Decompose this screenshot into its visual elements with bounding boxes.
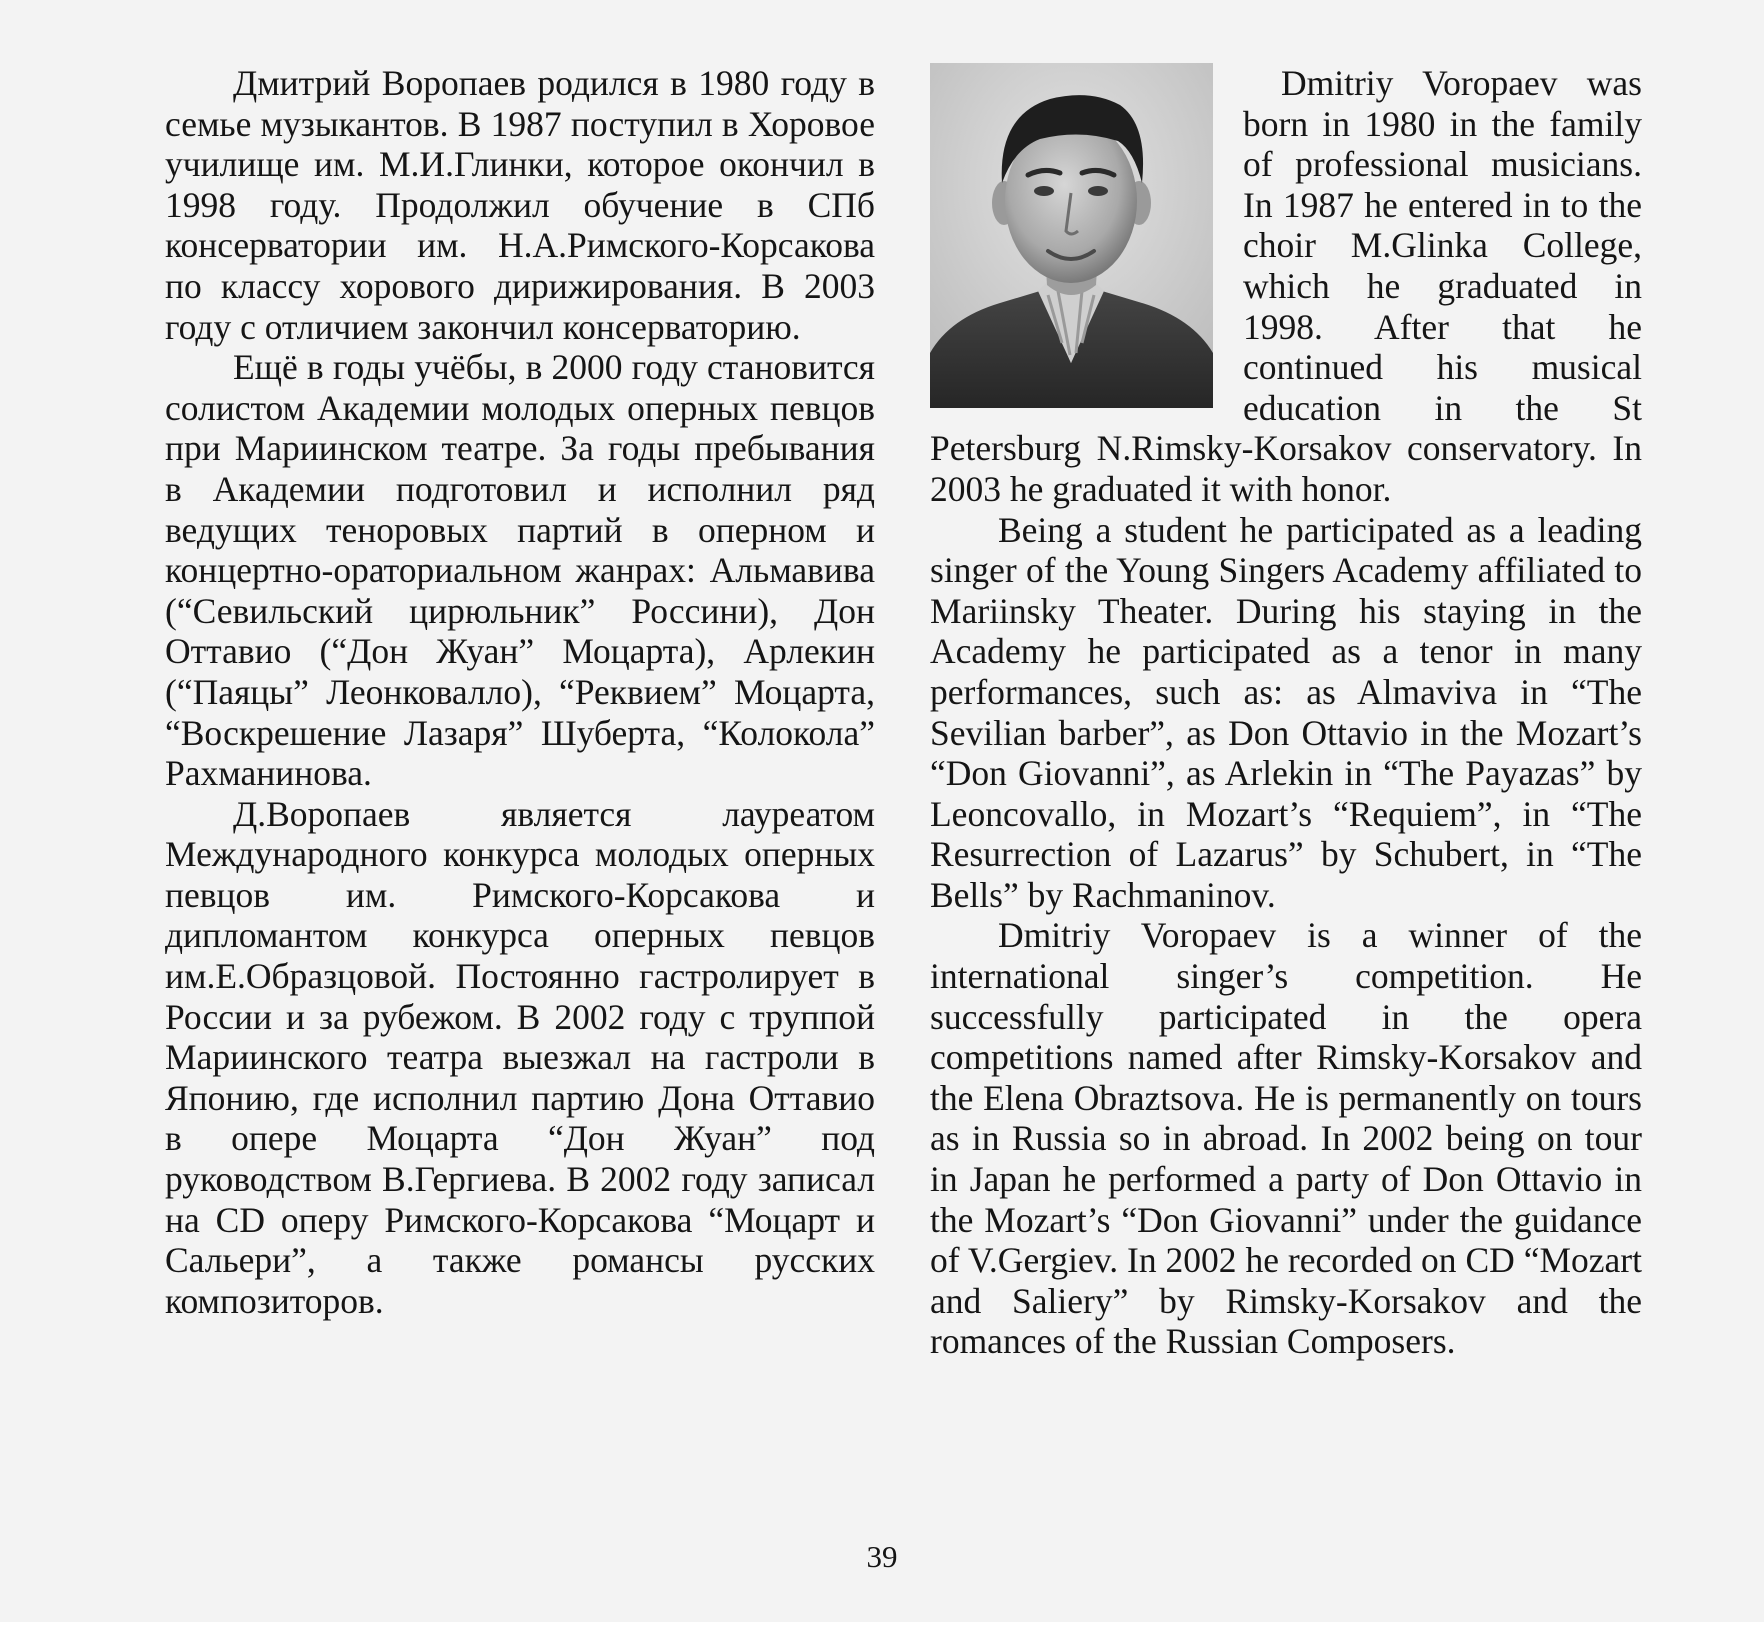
english-paragraph-3: Dmitriy Voropaev is a winner of the international singer’s competition. He successfully participated in the opera competitions named after Rimsky-Korsakov and the Elena Obraztsova. He is permanently on tours as in Russia so in abroad. In 2002 being on tour in Japan he performed a party of Don Ottavio in the Mozart’s “Don Giovanni” under the guidance of V.Gergiev. In 2002 he recorded on CD “Mozart and Saliery” by Rimsky-Korsakov and the romances of the Russian Composers. (930, 915, 1642, 1362)
russian-paragraph-1: Дмитрий Воропаев родился в 1980 году в семье музыкантов. В 1987 поступил в Хоровое училище им. М.И.Глинки, которое окончил в 1998 году. Продолжил обучение в СПб консерватории им. Н.А.Римского-Корсакова по классу хорового дирижирования. В 2003 году с отличием закончил консерваторию. (165, 63, 875, 347)
english-text-column (930, 63, 1642, 1362)
russian-paragraph-2: Ещё в годы учёбы, в 2000 году становится солистом Академии молодых оперных певцов при Мариинском театре. За годы пребывания в Академии подготовил и исполнил ряд ведущих теноровых партий в оперном и концертно-ораториальном жанрах: Альмавива (“Севильский цирюльник” Россини), Дон Оттавио (“Дон Жуан” Моцарта), Арлекин (“Паяцы” Леонковалло), “Реквием” Моцарта, “Воскрешение Лазаря” Шуберта, “Колокола” Рахманинова. (165, 347, 875, 794)
english-paragraph-2: Being a student he participated as a leading singer of the Young Singers Academy affiliated to Mariinsky Theater. During his staying in the Academy he participated as a tenor in many performances, such as: as Almaviva in “The Sevilian barber”, as Don Ottavio in the Mozart’s “Don Giovanni”, as Arlekin in “The Payazas” by Leoncovallo, in Mozart’s “Requiem”, in “The Resurrection of Lazarus” by Schubert, in “The Bells” by Rachmaninov. (930, 509, 1642, 915)
portrait-image (930, 63, 1213, 408)
page-number: 39 (866, 1539, 898, 1574)
portrait-photo (930, 63, 1213, 408)
english-paragraph-1-text: Dmitriy Voropaev was born in 1980 in the family of professional musicians. In 1987 he entered in to the choir M.Glinka College, which he graduated in 1998. After that he continued his musical education in the St Petersburg N.Rimsky-Korsakov conservatory. In 2003 he graduated it with honor. (930, 63, 1642, 509)
russian-text-column (165, 63, 875, 1321)
russian-paragraph-3: Д.Воропаев является лауреатом Международного конкурса молодых оперных певцов им. Римского-Корсакова и дипломантом конкурса оперных певцов им.Е.Образцовой. Постоянно гастролирует в России и за рубежом. В 2002 году с труппой Мариинского театра выезжал на гастроли в Японию, где исполнил партию Дона Оттавио в опере Моцарта “Дон Жуан” под руководством В.Гергиева. В 2002 году записал на CD оперу Римского-Корсакова “Моцарт и Сальери”, а также романсы русских композиторов. (165, 793, 875, 1321)
page-bottom-edge (0, 1622, 1764, 1640)
